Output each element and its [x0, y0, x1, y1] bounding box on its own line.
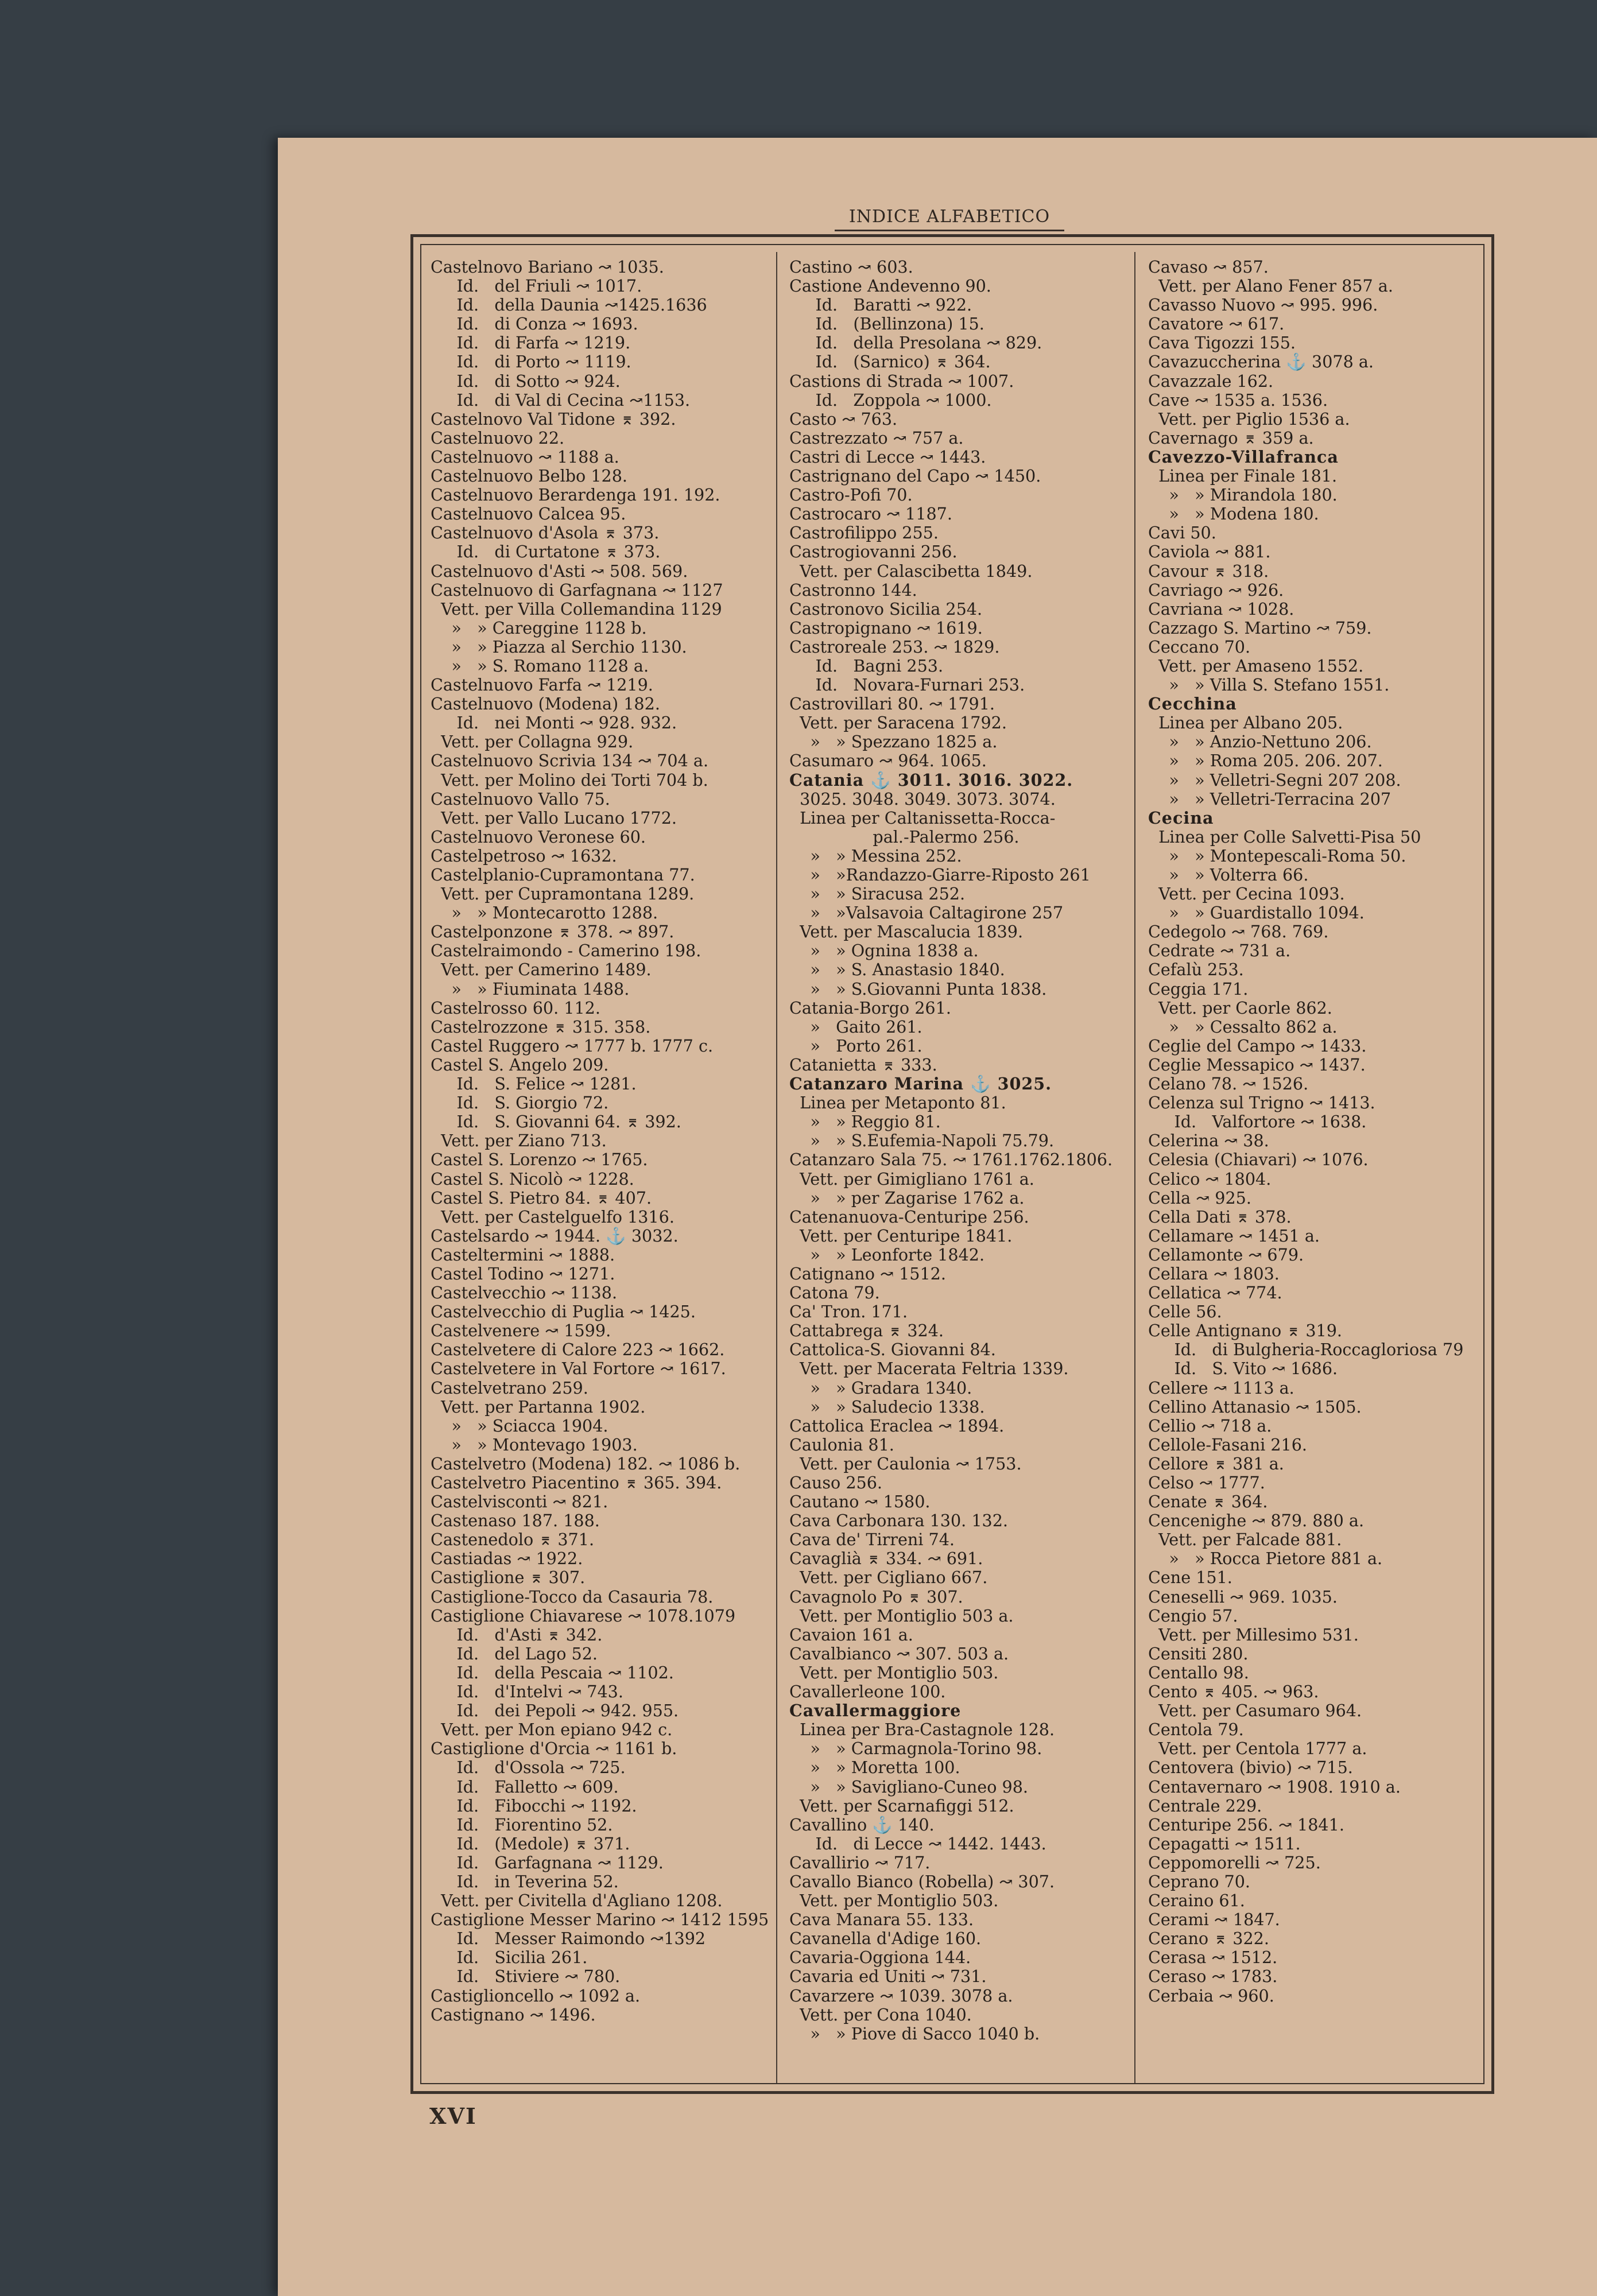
index-entry: Id. di Lecce ↝ 1442. 1443.: [789, 1834, 1046, 1853]
index-entry: Caviola ↝ 881.: [1148, 542, 1271, 562]
index-entry: Cavaria-Oggiona 144.: [789, 1948, 971, 1968]
index-entry: Ceprano 70.: [1148, 1872, 1251, 1891]
index-entry: Celso ↝ 1777.: [1148, 1473, 1265, 1492]
index-entry: Castelsardo ↝ 1944. ⚓ 3032.: [431, 1226, 679, 1246]
index-entry: » » Cessalto 862 a.: [1148, 1017, 1338, 1037]
index-entry: Cencenighe ↝ 879. 880 a.: [1148, 1511, 1365, 1531]
index-entry: Castelplanio-Cupramontana 77.: [431, 866, 695, 885]
index-entry: Centovera (bivio) ↝ 715.: [1148, 1758, 1353, 1778]
page-number: XVI: [429, 2103, 477, 2129]
index-entry: Cedrate ↝ 731 a.: [1148, 941, 1291, 961]
index-entry: Castelponzone ⌆ 378. ↝ 897.: [431, 922, 675, 942]
index-entry: Id. d'Asti ⌆ 342.: [431, 1625, 603, 1645]
index-entry: Castel Ruggero ↝ 1777 b. 1777 c.: [431, 1036, 714, 1056]
index-entry: » » Reggio 81.: [789, 1112, 941, 1132]
index-entry: Castrezzato ↝ 757 a.: [789, 428, 964, 448]
index-entry: Caulonia 81.: [789, 1435, 894, 1455]
index-entry: Cavarzere ↝ 1039. 3078 a.: [789, 1986, 1013, 2006]
index-entry: Castelnuovo (Modena) 182.: [431, 695, 660, 714]
index-entry: Linea per Caltanissetta-Rocca-: [789, 808, 1056, 828]
index-entry: Catanzaro Marina ⚓ 3025.: [789, 1075, 1052, 1094]
index-entry: » » Gradara 1340.: [789, 1378, 972, 1398]
index-entry: Vett. per Montiglio 503.: [789, 1663, 999, 1682]
index-entry: Catona 79.: [789, 1283, 880, 1303]
index-entry: Castiadas ↝ 1922.: [431, 1549, 583, 1569]
index-entry: Castelvetere di Calore 223 ↝ 1662.: [431, 1340, 725, 1360]
index-entry: Castelvenere ↝ 1599.: [431, 1321, 611, 1341]
index-entry: Castroreale 253. ↝ 1829.: [789, 637, 1000, 657]
index-entry: Cavatore ↝ 617.: [1148, 315, 1285, 334]
index-entry: Id. della Daunia ↝1425.1636: [431, 296, 707, 315]
index-entry: Castelnuovo Farfa ↝ 1219.: [431, 676, 653, 695]
index-entry: Cava Carbonara 130. 132.: [789, 1511, 1009, 1531]
index-entry: Id. della Presolana ↝ 829.: [789, 333, 1042, 353]
index-entry: » » Montevago 1903.: [431, 1435, 638, 1455]
index-entry: Vett. per Casumaro 964.: [1148, 1701, 1362, 1721]
index-entry: » » Velletri-Segni 207 208.: [1148, 770, 1401, 790]
index-entry: Vett. per Scarnafiggi 512.: [789, 1796, 1014, 1816]
index-entry: » » Careggine 1128 b.: [431, 618, 647, 638]
index-entry: Centuripe 256. ↝ 1841.: [1148, 1815, 1344, 1835]
index-entry: Castrignano del Capo ↝ 1450.: [789, 467, 1041, 486]
index-entry: Cavaria ed Uniti ↝ 731.: [789, 1967, 987, 1987]
index-entry: Vett. per Centola 1777 a.: [1148, 1739, 1367, 1759]
index-entry: » » per Zagarise 1762 a.: [789, 1188, 1025, 1208]
index-entry: Celle 56.: [1148, 1302, 1222, 1322]
index-entry: Cene 151.: [1148, 1568, 1232, 1588]
index-entry: Linea per Bra-Castagnole 128.: [789, 1720, 1055, 1740]
index-entry: Castiglione-Tocco da Casauria 78.: [431, 1587, 714, 1607]
index-entry: Castelvisconti ↝ 821.: [431, 1492, 608, 1512]
index-entry: Castelnuovo Calcea 95.: [431, 505, 626, 524]
index-entry: Vett. per Centuripe 1841.: [789, 1226, 1013, 1246]
index-entry: Vett. per Partanna 1902.: [431, 1397, 646, 1417]
index-entry: Id. di Bulgheria-Roccagloriosa 79: [1148, 1340, 1464, 1360]
index-entry: Catignano ↝ 1512.: [789, 1264, 946, 1283]
index-entry: Vett. per Piglio 1536 a.: [1148, 409, 1350, 429]
index-entry: » » Rocca Pietore 881 a.: [1148, 1549, 1383, 1569]
index-entry: Castione Andevenno 90.: [789, 277, 991, 296]
index-entry: Castiglione ⌆ 307.: [431, 1568, 586, 1588]
index-entry: » » S.Eufemia-Napoli 75.79.: [789, 1131, 1055, 1151]
index-entry: Castelnuovo d'Asti ↝ 508. 569.: [431, 561, 688, 581]
index-entry: Vett. per Alano Fener 857 a.: [1148, 277, 1393, 296]
index-entry: Ceraso ↝ 1783.: [1148, 1967, 1278, 1987]
index-entry: Cavagnolo Po ⌆ 307.: [789, 1587, 963, 1607]
index-entry: Cellatica ↝ 774.: [1148, 1283, 1282, 1303]
index-entry: Cedegolo ↝ 768. 769.: [1148, 922, 1329, 942]
index-entry: Vett. per Villa Collemandina 1129: [431, 599, 722, 619]
index-entry: Castelvetrano 259.: [431, 1378, 588, 1398]
index-entry: Cava Manara 55. 133.: [789, 1910, 974, 1930]
index-entry: Vett. per Calascibetta 1849.: [789, 561, 1033, 581]
index-entry: Id. nei Monti ↝ 928. 932.: [431, 713, 677, 733]
index-entry: » » Velletri-Terracina 207: [1148, 789, 1391, 809]
index-entry: Castiglione Messer Marino ↝ 1412 1595: [431, 1910, 769, 1930]
index-entry: » »Valsavoia Caltagirone 257: [789, 903, 1064, 923]
index-entry: Castelvetere in Val Fortore ↝ 1617.: [431, 1359, 726, 1379]
index-entry: Ceggia 171.: [1148, 979, 1249, 999]
index-entry: Cepagatti ↝ 1511.: [1148, 1834, 1301, 1853]
index-entry: Id. (Medole) ⌆ 371.: [431, 1834, 630, 1853]
index-frame: [410, 234, 1494, 2094]
index-entry: Castelpetroso ↝ 1632.: [431, 846, 617, 866]
index-entry: Id. d'Intelvi ↝ 743.: [431, 1682, 623, 1702]
index-entry: Castri di Lecce ↝ 1443.: [789, 447, 986, 467]
index-entry: Castignano ↝ 1496.: [431, 2005, 596, 2024]
index-entry: Celesia (Chiavari) ↝ 1076.: [1148, 1150, 1369, 1170]
column-rule-1: [776, 252, 777, 2083]
index-entry: Castelnuovo Vallo 75.: [431, 789, 610, 809]
index-entry: Vett. per Civitella d'Agliano 1208.: [431, 1891, 723, 1911]
index-entry: Vett. per Collagna 929.: [431, 732, 634, 752]
index-entry: Cella ↝ 925.: [1148, 1188, 1251, 1208]
index-entry: Cava de' Tirreni 74.: [789, 1530, 955, 1550]
index-entry: » » Carmagnola-Torino 98.: [789, 1739, 1042, 1759]
index-entry: Celico ↝ 1804.: [1148, 1169, 1272, 1189]
index-entry: Id. Stiviere ↝ 780.: [431, 1967, 621, 1987]
index-entry: Centallo 98.: [1148, 1663, 1249, 1682]
index-entry: Ceglie Messapico ↝ 1437.: [1148, 1055, 1366, 1075]
index-entry: Cellamonte ↝ 679.: [1148, 1245, 1304, 1265]
index-entry: Castelnuovo di Garfagnana ↝ 1127: [431, 580, 723, 600]
index-entry: Celerina ↝ 38.: [1148, 1131, 1269, 1151]
index-entry: » » S. Romano 1128 a.: [431, 656, 649, 676]
index-entry: Cavriana ↝ 1028.: [1148, 599, 1294, 619]
index-entry: » » Siracusa 252.: [789, 885, 966, 904]
index-entry: Censiti 280.: [1148, 1644, 1249, 1663]
index-entry: Ceglie del Campo ↝ 1433.: [1148, 1036, 1367, 1056]
index-entry: Cavazzale 162.: [1148, 371, 1274, 391]
index-entry: Vett. per Cigliano 667.: [789, 1568, 988, 1588]
index-entry: Catania-Borgo 261.: [789, 998, 951, 1018]
index-entry: Castelrosso 60. 112.: [431, 998, 600, 1018]
index-entry: Castel S. Nicolò ↝ 1228.: [431, 1169, 634, 1189]
index-entry: Cento ⌆ 405. ↝ 963.: [1148, 1682, 1319, 1702]
index-entry: » » Mirandola 180.: [1148, 486, 1338, 505]
index-entry: Castronovo Sicilia 254.: [789, 599, 983, 619]
index-entry: » » Guardistallo 1094.: [1148, 903, 1365, 923]
index-entry: Cerami ↝ 1847.: [1148, 1910, 1280, 1930]
index-entry: Cellore ⌆ 381 a.: [1148, 1454, 1284, 1473]
index-entry: Vett. per Castelguelfo 1316.: [431, 1207, 675, 1227]
index-entry: » » Piazza al Serchio 1130.: [431, 637, 687, 657]
index-entry: Vett. per Mascalucia 1839.: [789, 922, 1024, 942]
index-entry: pal.-Palermo 256.: [789, 827, 1020, 847]
index-entry: Cavallirio ↝ 717.: [789, 1853, 931, 1872]
index-entry: Castenaso 187. 188.: [431, 1511, 600, 1531]
index-entry: Cerbaia ↝ 960.: [1148, 1986, 1274, 2006]
index-entry: Castelvetro (Modena) 182. ↝ 1086 b.: [431, 1454, 741, 1473]
index-entry: Id. dei Pepoli ↝ 942. 955.: [431, 1701, 679, 1721]
index-entry: » Gaito 261.: [789, 1017, 922, 1037]
index-entry: Vett. per Gimigliano 1761 a.: [789, 1169, 1034, 1189]
index-entry: Id. di Porto ↝ 1119.: [431, 352, 631, 372]
index-entry: Catania ⚓ 3011. 3016. 3022.: [789, 770, 1073, 790]
column-rule-2: [1134, 252, 1135, 2083]
index-entry: Vett. per Ziano 713.: [431, 1131, 607, 1151]
index-entry: Id. (Sarnico) ⌆ 364.: [789, 352, 991, 372]
index-entry: Castelnuovo Scrivia 134 ↝ 704 a.: [431, 751, 709, 771]
index-entry: Castiglione Chiavarese ↝ 1078.1079: [431, 1606, 736, 1626]
index-entry: Castronno 144.: [789, 580, 917, 600]
index-entry: Id. Fibocchi ↝ 1192.: [431, 1796, 637, 1816]
index-entry: » » Montecarotto 1288.: [431, 903, 658, 923]
index-entry: Ceneselli ↝ 969. 1035.: [1148, 1587, 1338, 1607]
index-entry: Castenedolo ⌆ 371.: [431, 1530, 595, 1550]
index-entry: Cavaion 161 a.: [789, 1625, 913, 1645]
index-entry: Castel S. Angelo 209.: [431, 1055, 609, 1075]
index-entry: Cellara ↝ 1803.: [1148, 1264, 1280, 1283]
index-entry: Casto ↝ 763.: [789, 409, 898, 429]
index-entry: Catanzaro Sala 75. ↝ 1761.1762.1806.: [789, 1150, 1113, 1170]
index-entry: Cecchina: [1148, 695, 1237, 714]
index-entry: Vett. per Cecina 1093.: [1148, 885, 1345, 904]
index-entry: Vett. per Amaseno 1552.: [1148, 656, 1364, 676]
index-entry: Castiglione d'Orcia ↝ 1161 b.: [431, 1739, 677, 1759]
index-entry: Linea per Metaponto 81.: [789, 1093, 1006, 1113]
index-entry: Vett. per Vallo Lucano 1772.: [431, 808, 677, 828]
index-entry: Castelnuovo Veronese 60.: [431, 827, 646, 847]
index-entry: Id. in Teverina 52.: [431, 1872, 619, 1891]
index-entry: Linea per Finale 181.: [1148, 467, 1338, 486]
index-entry: Cengio 57.: [1148, 1606, 1238, 1626]
index-entry: Castelraimondo - Camerino 198.: [431, 941, 701, 961]
index-entry: » »Randazzo-Giarre-Riposto 261: [789, 866, 1091, 885]
index-entry: Castelrozzone ⌆ 315. 358.: [431, 1017, 651, 1037]
page-header: INDICE ALFABETICO: [835, 204, 1064, 231]
index-entry: Centrale 229.: [1148, 1796, 1262, 1816]
index-entry: » » Savigliano-Cuneo 98.: [789, 1777, 1028, 1797]
index-entry: Castel S. Lorenzo ↝ 1765.: [431, 1150, 648, 1170]
index-entry: Ceccano 70.: [1148, 637, 1251, 657]
index-entry: Castelnuovo ↝ 1188 a.: [431, 447, 619, 467]
index-entry: Id. Zoppola ↝ 1000.: [789, 390, 992, 410]
index-entry: Cerano ⌆ 322.: [1148, 1929, 1269, 1949]
index-entry: Id. S. Giorgio 72.: [431, 1093, 609, 1113]
index-entry: Castelnuovo Berardenga 191. 192.: [431, 486, 720, 505]
index-entry: » » Anzio-Nettuno 206.: [1148, 732, 1372, 752]
index-entry: Ca' Tron. 171.: [789, 1302, 908, 1322]
index-entry: Vett. per Cupramontana 1289.: [431, 885, 695, 904]
index-column-3: [1148, 258, 1493, 2080]
index-entry: Id. del Lago 52.: [431, 1644, 598, 1663]
index-entry: Cavour ⌆ 318.: [1148, 561, 1269, 581]
index-entry: Linea per Albano 205.: [1148, 713, 1343, 733]
index-entry: Cattolica-S. Giovanni 84.: [789, 1340, 996, 1360]
index-entry: Cazzago S. Martino ↝ 759.: [1148, 618, 1372, 638]
index-entry: Cavalbianco ↝ 307. 503 a.: [789, 1644, 1009, 1663]
index-entry: Id. di Val di Cecina ↝1153.: [431, 390, 691, 410]
index-entry: Cavriago ↝ 926.: [1148, 580, 1284, 600]
index-entry: Id. Fiorentino 52.: [431, 1815, 613, 1835]
index-entry: Id. del Friuli ↝ 1017.: [431, 277, 642, 296]
index-entry: Cavallermaggiore: [789, 1701, 962, 1721]
index-entry: Linea per Colle Salvetti-Pisa 50: [1148, 827, 1421, 847]
index-entry: Cavallino ⚓ 140.: [789, 1815, 935, 1835]
index-entry: » » Montepescali-Roma 50.: [1148, 846, 1406, 866]
index-column-2: [789, 258, 1134, 2080]
index-entry: Id. di Farfa ↝ 1219.: [431, 333, 631, 353]
index-entry: Cavezzo-Villafranca: [1148, 447, 1339, 467]
index-entry: » » Piove di Sacco 1040 b.: [789, 2024, 1040, 2043]
index-entry: Cellamare ↝ 1451 a.: [1148, 1226, 1320, 1246]
index-entry: Castions di Strada ↝ 1007.: [789, 371, 1014, 391]
index-entry: Cella Dati ⌆ 378.: [1148, 1207, 1292, 1227]
index-entry: Id. S. Vito ↝ 1686.: [1148, 1359, 1338, 1379]
index-entry: » » Volterra 66.: [1148, 866, 1309, 885]
index-entry: Cerasa ↝ 1512.: [1148, 1948, 1278, 1968]
index-entry: Vett. per Camerino 1489.: [431, 960, 652, 980]
index-entry: Id. Valfortore ↝ 1638.: [1148, 1112, 1367, 1132]
index-entry: Id. Sicilia 261.: [431, 1948, 588, 1968]
index-entry: Cattolica Eraclea ↝ 1894.: [789, 1416, 1005, 1436]
index-entry: Castelvecchio ↝ 1138.: [431, 1283, 618, 1303]
index-entry: Id. di Sotto ↝ 924.: [431, 371, 621, 391]
index-entry: Id. di Conza ↝ 1693.: [431, 315, 638, 334]
index-entry: Celle Antignano ⌆ 319.: [1148, 1321, 1343, 1341]
index-entry: Cautano ↝ 1580.: [789, 1492, 931, 1512]
index-entry: » » Leonforte 1842.: [789, 1245, 985, 1265]
index-entry: Cattabrega ⌆ 324.: [789, 1321, 944, 1341]
index-entry: Cava Tigozzi 155.: [1148, 333, 1296, 353]
index-entry: » » Fiuminata 1488.: [431, 979, 630, 999]
index-entry: Id. Novara-Furnari 253.: [789, 676, 1025, 695]
index-entry: Castelnuovo d'Asola ⌆ 373.: [431, 523, 660, 543]
index-entry: » » Saludecio 1338.: [789, 1397, 985, 1417]
index-entry: Cefalù 253.: [1148, 960, 1244, 980]
index-entry: Castelnovo Val Tidone ⌆ 392.: [431, 409, 676, 429]
index-entry: Cavallerleone 100.: [789, 1682, 946, 1702]
index-entry: Castropignano ↝ 1619.: [789, 618, 983, 638]
index-entry: Cellere ↝ 1113 a.: [1148, 1378, 1294, 1398]
index-entry: » » Modena 180.: [1148, 505, 1319, 524]
index-entry: Castelnovo Bariano ↝ 1035.: [431, 258, 664, 277]
index-entry: Cave ↝ 1535 a. 1536.: [1148, 390, 1328, 410]
index-entry: Castrogiovanni 256.: [789, 542, 958, 562]
index-entry: Cavallo Bianco (Robella) ↝ 307.: [789, 1872, 1055, 1891]
index-entry: » » Villa S. Stefano 1551.: [1148, 676, 1390, 695]
index-entry: Castelvetro Piacentino ⌆ 365. 394.: [431, 1473, 722, 1492]
index-entry: Cavazuccherina ⚓ 3078 a.: [1148, 352, 1374, 372]
index-entry: Castelnuovo Belbo 128.: [431, 467, 628, 486]
index-entry: Id. Garfagnana ↝ 1129.: [431, 1853, 664, 1872]
index-entry: Cecina: [1148, 808, 1214, 828]
index-entry: Vett. per Montiglio 503.: [789, 1891, 999, 1911]
index-entry: Id. (Bellinzona) 15.: [789, 315, 984, 334]
index-entry: Id. della Pescaia ↝ 1102.: [431, 1663, 674, 1682]
index-entry: » » Moretta 100.: [789, 1758, 960, 1778]
index-entry: Castel Todino ↝ 1271.: [431, 1264, 615, 1283]
index-entry: Castelnuovo 22.: [431, 428, 565, 448]
index-entry: Castino ↝ 603.: [789, 258, 913, 277]
index-entry: Id. Messer Raimondo ↝1392: [431, 1929, 706, 1949]
index-entry: Vett. per Caorle 862.: [1148, 998, 1332, 1018]
index-entry: Casumaro ↝ 964. 1065.: [789, 751, 987, 771]
index-entry: Vett. per Caulonia ↝ 1753.: [789, 1454, 1022, 1473]
index-entry: Cellio ↝ 718 a.: [1148, 1416, 1272, 1436]
index-entry: Cellino Attanasio ↝ 1505.: [1148, 1397, 1362, 1417]
index-entry: Centavernaro ↝ 1908. 1910 a.: [1148, 1777, 1401, 1797]
index-entry: Cavernago ⌆ 359 a.: [1148, 428, 1314, 448]
index-entry: » Porto 261.: [789, 1036, 922, 1056]
index-entry: Vett. per Millesimo 531.: [1148, 1625, 1359, 1645]
index-entry: Cavasso Nuovo ↝ 995. 996.: [1148, 296, 1378, 315]
index-entry: Cavaso ↝ 857.: [1148, 258, 1269, 277]
index-entry: » » Spezzano 1825 a.: [789, 732, 998, 752]
index-entry: Cellole-Fasani 216.: [1148, 1435, 1308, 1455]
index-entry: Castrocaro ↝ 1187.: [789, 505, 952, 524]
index-entry: Id. d'Ossola ↝ 725.: [431, 1758, 626, 1778]
index-entry: Cavaglià ⌆ 334. ↝ 691.: [789, 1549, 983, 1569]
index-entry: Vett. per Mon epiano 942 c.: [431, 1720, 673, 1740]
index-entry: » » Sciacca 1904.: [431, 1416, 608, 1436]
index-entry: Id. Bagni 253.: [789, 656, 944, 676]
index-entry: Vett. per Cona 1040.: [789, 2005, 972, 2024]
index-entry: Catenanuova-Centuripe 256.: [789, 1207, 1029, 1227]
index-entry: » » Messina 252.: [789, 846, 962, 866]
index-entry: 3025. 3048. 3049. 3073. 3074.: [789, 789, 1056, 809]
index-entry: Castrofilippo 255.: [789, 523, 939, 543]
index-entry: Cavi 50.: [1148, 523, 1216, 543]
index-entry: Casteltermini ↝ 1888.: [431, 1245, 615, 1265]
index-entry: Castrovillari 80. ↝ 1791.: [789, 695, 995, 714]
index-entry: Id. S. Giovanni 64. ⌆ 392.: [431, 1112, 681, 1132]
index-entry: Id. di Curtatone ⌆ 373.: [431, 542, 661, 562]
index-entry: Vett. per Montiglio 503 a.: [789, 1606, 1014, 1626]
index-entry: » » S. Anastasio 1840.: [789, 960, 1005, 980]
index-entry: » » Ognina 1838 a.: [789, 941, 979, 961]
index-entry: Causo 256.: [789, 1473, 882, 1492]
index-entry: Cenate ⌆ 364.: [1148, 1492, 1268, 1512]
index-entry: Centola 79.: [1148, 1720, 1244, 1740]
index-entry: Id. Falletto ↝ 609.: [431, 1777, 619, 1797]
index-entry: Vett. per Molino dei Torti 704 b.: [431, 770, 708, 790]
index-entry: Vett. per Falcade 881.: [1148, 1530, 1342, 1550]
index-entry: » » S.Giovanni Punta 1838.: [789, 979, 1047, 999]
index-entry: Vett. per Saracena 1792.: [789, 713, 1007, 733]
index-entry: Id. S. Felice ↝ 1281.: [431, 1075, 637, 1094]
index-entry: Celenza sul Trigno ↝ 1413.: [1148, 1093, 1375, 1113]
index-entry: Id. Baratti ↝ 922.: [789, 296, 972, 315]
index-entry: Celano 78. ↝ 1526.: [1148, 1075, 1309, 1094]
index-entry: Castelvecchio di Puglia ↝ 1425.: [431, 1302, 696, 1322]
index-column-1: [431, 258, 775, 2080]
index-entry: » » Roma 205. 206. 207.: [1148, 751, 1383, 771]
index-entry: Castiglioncello ↝ 1092 a.: [431, 1986, 641, 2006]
index-entry: Cavanella d'Adige 160.: [789, 1929, 982, 1949]
index-entry: Catanietta ⌆ 333.: [789, 1055, 937, 1075]
index-entry: Castel S. Pietro 84. ⌆ 407.: [431, 1188, 652, 1208]
index-entry: Ceraino 61.: [1148, 1891, 1245, 1911]
index-entry: Vett. per Macerata Feltria 1339.: [789, 1359, 1069, 1379]
index-entry: Ceppomorelli ↝ 725.: [1148, 1853, 1321, 1872]
index-entry: Castro-Pofi 70.: [789, 486, 913, 505]
